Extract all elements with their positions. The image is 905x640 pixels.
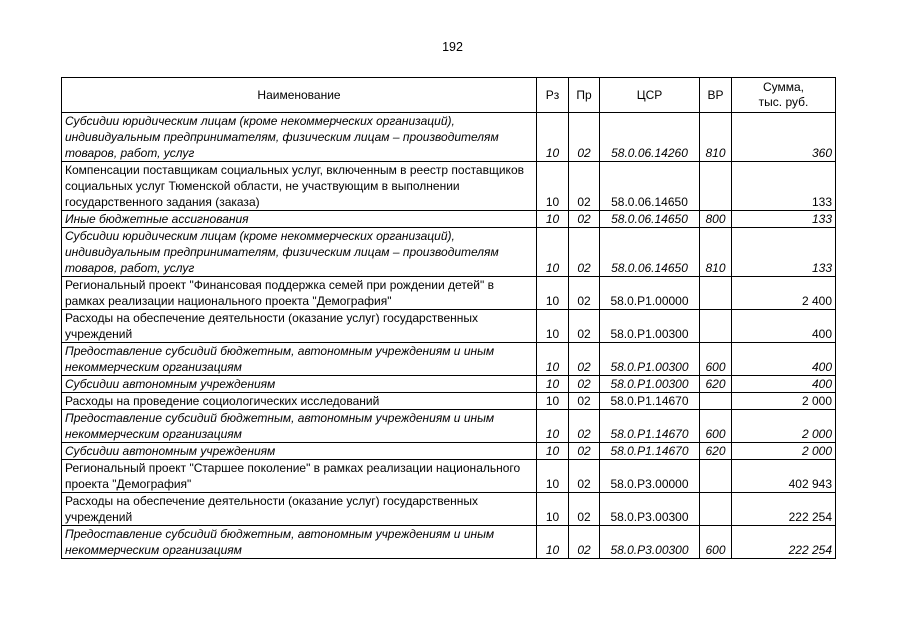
cell-pr: 02 (569, 410, 600, 443)
cell-name: Компенсации поставщикам социальных услуг, включенным в реестр поставщиков социальных услуг Тюменской области, не участвующим в выполнении государственного задания (заказа) (62, 162, 537, 211)
cell-csr: 58.0.Р3.00300 (600, 493, 700, 526)
cell-sum: 400 (732, 376, 836, 393)
cell-pr: 02 (569, 113, 600, 162)
cell-vr: 600 (700, 526, 732, 559)
table-row (62, 310, 836, 343)
table-row (62, 211, 836, 228)
cell-rz: 10 (537, 343, 569, 376)
cell-vr: 620 (700, 443, 732, 460)
cell-rz: 10 (537, 460, 569, 493)
table-row (62, 162, 836, 211)
page-number: 192 (442, 40, 463, 54)
table-row (62, 526, 836, 559)
cell-rz: 10 (537, 410, 569, 443)
cell-pr: 02 (569, 393, 600, 410)
cell-csr: 58.0.06.14260 (600, 113, 700, 162)
cell-pr: 02 (569, 310, 600, 343)
cell-csr: 58.0.Р3.00300 (600, 526, 700, 559)
cell-vr: 800 (700, 211, 732, 228)
cell-rz: 10 (537, 393, 569, 410)
cell-name: Предоставление субсидий бюджетным, автономным учреждениям и иным некоммерческим организациям (62, 410, 537, 443)
cell-pr: 02 (569, 493, 600, 526)
cell-vr: 600 (700, 410, 732, 443)
header-csr: ЦСР (600, 78, 700, 113)
cell-vr: 620 (700, 376, 732, 393)
cell-sum: 133 (732, 162, 836, 211)
cell-vr: 600 (700, 343, 732, 376)
cell-sum: 222 254 (732, 493, 836, 526)
cell-name: Субсидии юридическим лицам (кроме некоммерческих организаций), индивидуальным предпринимателям, физическим лицам – производителям товаров, работ, услуг (62, 228, 537, 277)
table-row (62, 410, 836, 443)
cell-csr: 58.0.06.14650 (600, 228, 700, 277)
cell-csr: 58.0.Р1.14670 (600, 410, 700, 443)
cell-rz: 10 (537, 211, 569, 228)
cell-rz: 10 (537, 526, 569, 559)
cell-name: Расходы на обеспечение деятельности (оказание услуг) государственных учреждений (62, 310, 537, 343)
cell-csr: 58.0.Р1.00000 (600, 277, 700, 310)
cell-csr: 58.0.Р1.00300 (600, 376, 700, 393)
cell-sum: 2 000 (732, 393, 836, 410)
cell-vr (700, 162, 732, 211)
cell-pr: 02 (569, 376, 600, 393)
cell-name: Региональный проект "Финансовая поддержка семей при рождении детей" в рамках реализации национального проекта "Демография" (62, 277, 537, 310)
cell-rz: 10 (537, 310, 569, 343)
cell-vr (700, 493, 732, 526)
table-row (62, 393, 836, 410)
cell-pr: 02 (569, 460, 600, 493)
cell-name: Региональный проект "Старшее поколение" в рамках реализации национального проекта "Демография" (62, 460, 537, 493)
table-row (62, 277, 836, 310)
cell-csr: 58.0.Р1.00300 (600, 310, 700, 343)
cell-vr (700, 460, 732, 493)
cell-name: Предоставление субсидий бюджетным, автономным учреждениям и иным некоммерческим организациям (62, 343, 537, 376)
cell-rz: 10 (537, 113, 569, 162)
cell-vr: 810 (700, 228, 732, 277)
budget-table (61, 77, 836, 559)
cell-csr: 58.0.Р3.00000 (600, 460, 700, 493)
cell-sum: 400 (732, 310, 836, 343)
table-row (62, 113, 836, 162)
cell-sum: 2 000 (732, 443, 836, 460)
header-rz: Рз (537, 78, 569, 113)
header-vr: ВР (700, 78, 732, 113)
cell-rz: 10 (537, 493, 569, 526)
cell-name: Расходы на проведение социологических исследований (62, 393, 537, 410)
cell-pr: 02 (569, 228, 600, 277)
cell-sum: 222 254 (732, 526, 836, 559)
cell-csr: 58.0.Р1.14670 (600, 393, 700, 410)
cell-name: Иные бюджетные ассигнования (62, 211, 537, 228)
cell-sum: 133 (732, 228, 836, 277)
header-pr: Пр (569, 78, 600, 113)
table-header-row (62, 78, 836, 113)
cell-csr: 58.0.06.14650 (600, 162, 700, 211)
cell-pr: 02 (569, 211, 600, 228)
header-sum-line2: тыс. руб. (758, 95, 809, 109)
cell-name: Субсидии автономным учреждениям (62, 376, 537, 393)
cell-name: Предоставление субсидий бюджетным, автономным учреждениям и иным некоммерческим организациям (62, 526, 537, 559)
cell-sum: 2 000 (732, 410, 836, 443)
cell-csr: 58.0.Р1.00300 (600, 343, 700, 376)
cell-sum: 400 (732, 343, 836, 376)
table-row (62, 443, 836, 460)
cell-csr: 58.0.06.14650 (600, 211, 700, 228)
cell-pr: 02 (569, 162, 600, 211)
cell-sum: 402 943 (732, 460, 836, 493)
cell-rz: 10 (537, 376, 569, 393)
cell-rz: 10 (537, 228, 569, 277)
cell-csr: 58.0.Р1.14670 (600, 443, 700, 460)
cell-vr (700, 310, 732, 343)
cell-rz: 10 (537, 162, 569, 211)
cell-vr (700, 393, 732, 410)
header-sum (732, 78, 836, 113)
table-row (62, 460, 836, 493)
header-sum-line1: Сумма, (762, 80, 805, 94)
cell-pr: 02 (569, 277, 600, 310)
cell-rz: 10 (537, 443, 569, 460)
cell-pr: 02 (569, 343, 600, 376)
cell-name: Расходы на обеспечение деятельности (оказание услуг) государственных учреждений (62, 493, 537, 526)
cell-name: Субсидии автономным учреждениям (62, 443, 537, 460)
cell-sum: 133 (732, 211, 836, 228)
cell-name: Субсидии юридическим лицам (кроме некоммерческих организаций), индивидуальным предпринимателям, физическим лицам – производителям товаров, работ, услуг (62, 113, 537, 162)
table-row (62, 493, 836, 526)
cell-pr: 02 (569, 443, 600, 460)
cell-vr: 810 (700, 113, 732, 162)
cell-vr (700, 277, 732, 310)
header-name: Наименование (62, 78, 537, 113)
cell-sum: 2 400 (732, 277, 836, 310)
table-row (62, 376, 836, 393)
table-row (62, 228, 836, 277)
table-row (62, 343, 836, 376)
cell-sum: 360 (732, 113, 836, 162)
cell-pr: 02 (569, 526, 600, 559)
cell-rz: 10 (537, 277, 569, 310)
